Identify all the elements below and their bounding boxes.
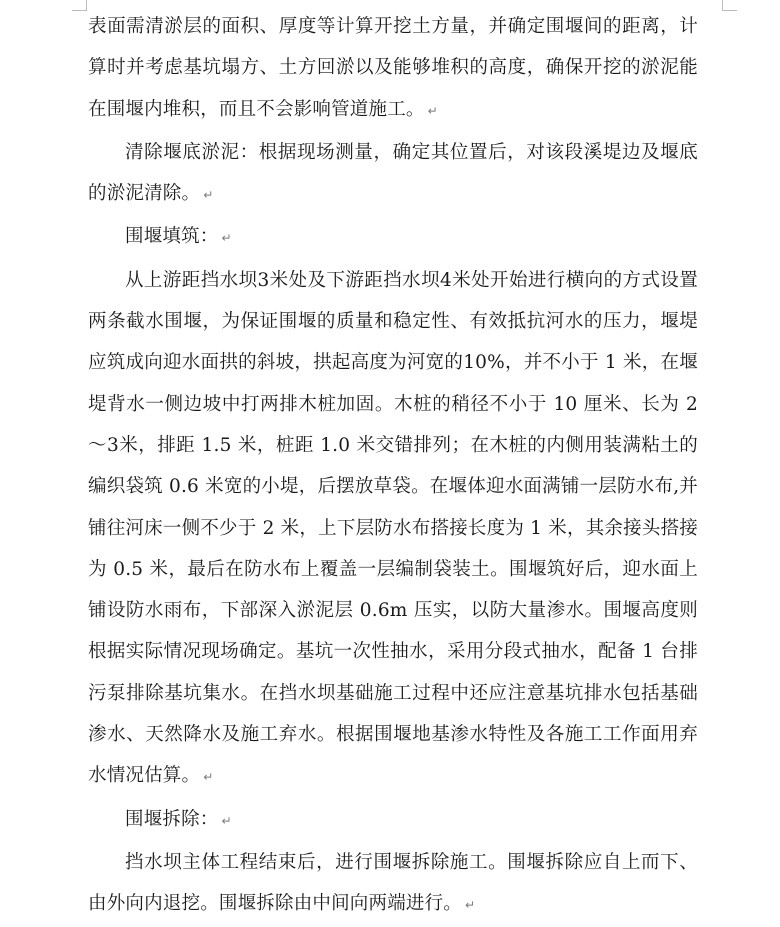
paragraph-mark: ↵ bbox=[203, 770, 214, 785]
paragraph-6[interactable] bbox=[88, 842, 698, 927]
paragraph-mark: ↵ bbox=[427, 103, 438, 118]
paragraph-3-heading[interactable] bbox=[88, 216, 698, 259]
paragraph-text: 表面需清淤层的面积、厚度等计算开挖土方量，并确定围堰间的距离，计算时并考虑基坑塌方、土方回淤以及能够堆积的高度，确保开挖的淤泥能在围堰内堆积，而且不会影响管道施工。 bbox=[88, 16, 698, 120]
paragraph-mark: ↵ bbox=[221, 231, 232, 246]
paragraph-5-heading[interactable] bbox=[88, 799, 698, 842]
paragraph-mark: ↵ bbox=[203, 188, 214, 203]
page-corner-mark-right bbox=[722, 0, 737, 11]
page-corner-mark-left bbox=[72, 0, 87, 11]
paragraph-2[interactable] bbox=[88, 132, 698, 217]
paragraph-text: 围堰填筑： bbox=[125, 226, 219, 248]
paragraph-mark: ↵ bbox=[465, 898, 476, 913]
paragraph-text: 围堰拆除： bbox=[125, 808, 219, 830]
paragraph-mark: ↵ bbox=[221, 813, 232, 828]
paragraph-1[interactable] bbox=[88, 6, 698, 132]
paragraph-4[interactable] bbox=[88, 260, 698, 799]
document-body[interactable] bbox=[88, 6, 698, 927]
paragraph-text: 挡水坝主体工程结束后，进行围堰拆除施工。围堰拆除应自上而下、由外向内退挖。围堰拆除由中间向两端进行。 bbox=[88, 851, 698, 915]
paragraph-text: 从上游距挡水坝3米处及下游距挡水坝4米处开始进行横向的方式设置两条截水围堰，为保证围堰的质量和稳定性、有效抵抗河水的压力，堰堤应筑成向迎水面拱的斜坡，拱起高度为河宽的10%，并不小于 1 米，在堰堤背水一侧边坡中打两排木桩加固。木桩的稍径不小于 10 厘米、长为 2～3米，排距 1.5 米，桩距 1.0 米交错排列；在木桩的内侧用装满粘土的编织袋筑 0.6 米宽的小堤，后摆放草袋。在堰体迎水面满铺一层防水布,并铺往河床一侧不少于 2 米，上下层防水布搭接长度为 1 米，其余接头搭接为 0.5 米，最后在防水布上覆盖一层编制袋装土。围堰筑好后，迎水面上铺设防水雨布，下部深入淤泥层 0.6m 压实，以防大量渗水。围堰高度则根据实际情况现场确定。基坑一次性抽水，采用分段式抽水，配备 1 台排污泵排除基坑集水。在挡水坝基础施工过程中还应注意基坑排水包括基础渗水、天然降水及施工弃水。根据围堰地基渗水特性及各施工工作面用弃水情况估算。 bbox=[88, 269, 698, 787]
paragraph-text: 清除堰底淤泥：根据现场测量，确定其位置后，对该段溪堤边及堰底的淤泥清除。 bbox=[88, 141, 698, 205]
